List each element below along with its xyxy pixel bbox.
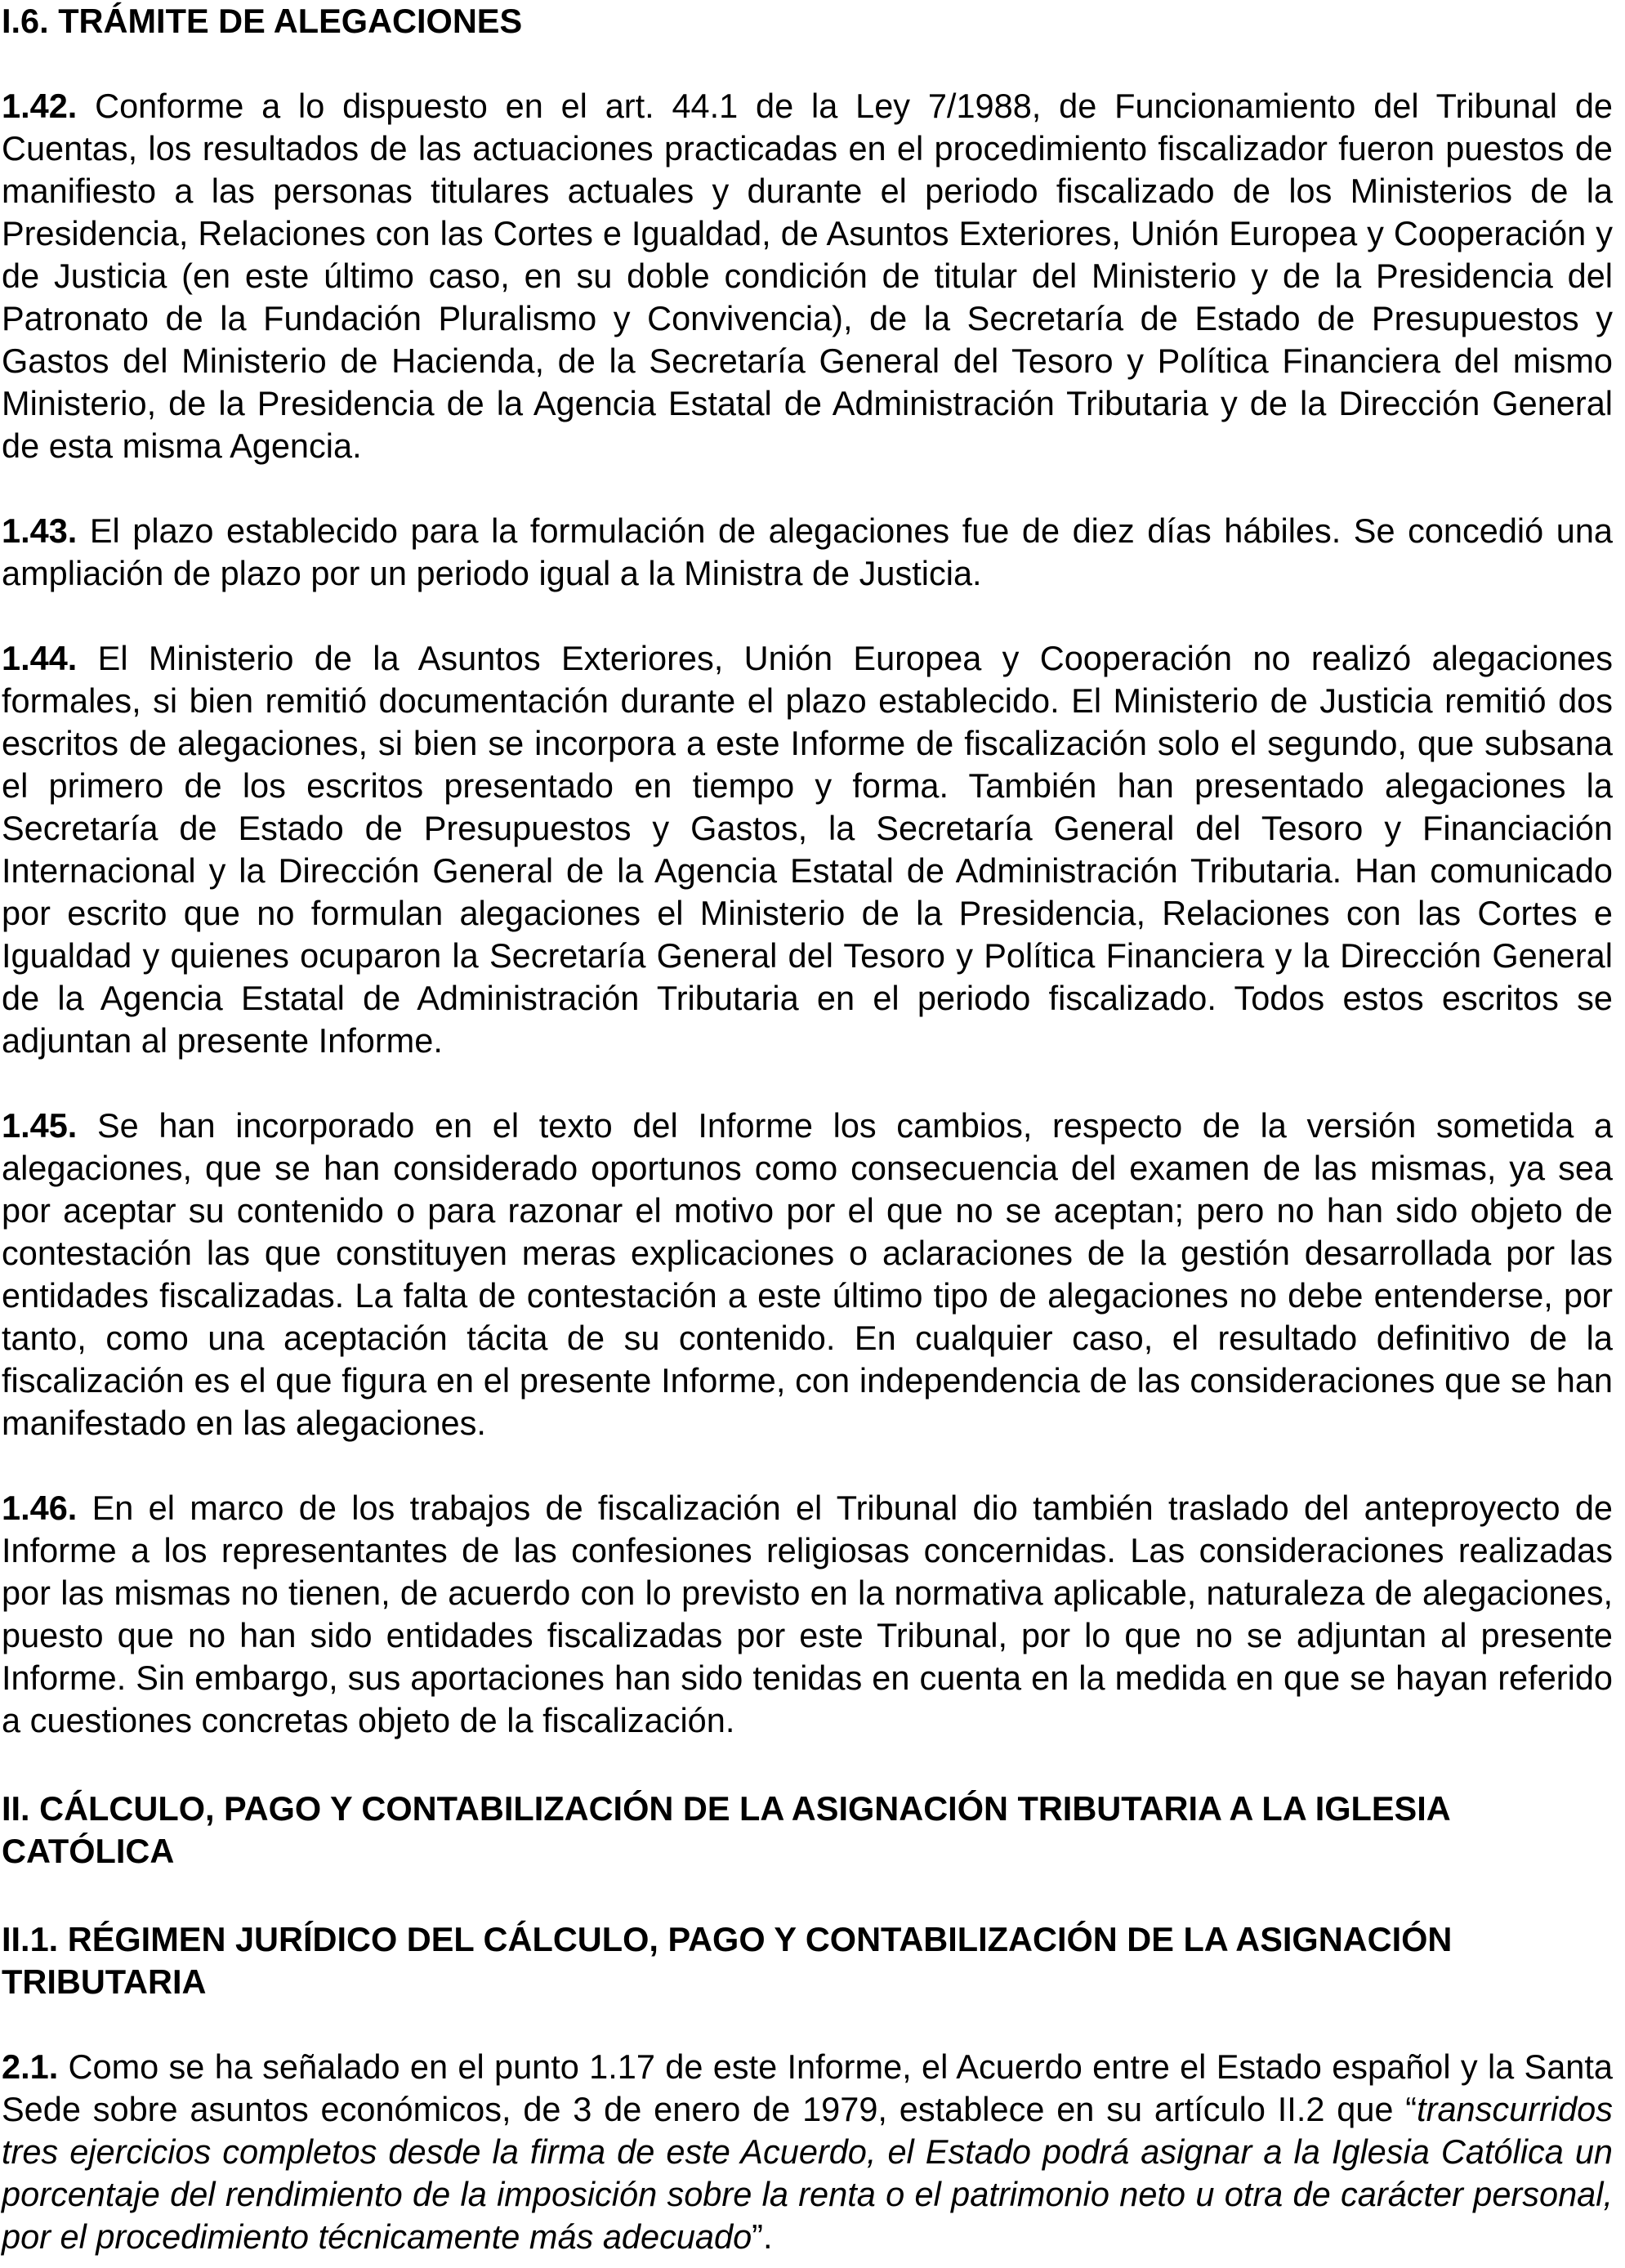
paragraph-1-43	[2, 510, 1613, 595]
quoted-text: transcurridos tres ejercicios completos desde la firma de este Acuerdo, el Estado podrá asignar a la Iglesia Católica un porcentaje del rendimiento de la imposición sobre la renta o el patrimonio neto u otra de carácter personal, por el procedimiento técnicamente más adecuado	[2, 2090, 1613, 2256]
document-page	[2, 0, 1613, 2258]
paragraph-number: 2.1.	[2, 2047, 59, 2086]
paragraph-number: 1.44.	[2, 639, 78, 677]
paragraph-number: 1.45.	[2, 1106, 78, 1145]
paragraph-number: 1.43.	[2, 511, 78, 550]
paragraph-text: El Ministerio de la Asuntos Exteriores, Unión Europea y Cooperación no realizó alegaciones formales, si bien remitió documentación durante el plazo establecido. El Ministerio de Justicia remitió dos escritos de alegaciones, si bien se incorpora a este Informe de fiscalización solo el segundo, que subsana el primero de los escritos presentado en tiempo y forma. También han presentado alegaciones la Secretaría de Estado de Presupuestos y Gastos, la Secretaría General del Tesoro y Financiación Internacional y la Dirección General de la Agencia Estatal de Administración Tributaria. Han comunicado por escrito que no formulan alegaciones el Ministerio de la Presidencia, Relaciones con las Cortes e Igualdad y quienes ocuparon la Secretaría General del Tesoro y Política Financiera y la Dirección General de la Agencia Estatal de Administración Tributaria en el periodo fiscalizado. Todos estos escritos se adjuntan al presente Informe.	[2, 639, 1613, 1060]
paragraph-text: El plazo establecido para la formulación de alegaciones fue de diez días hábiles. Se concedió una ampliación de plazo por un periodo igual a la Ministra de Justicia.	[2, 511, 1613, 592]
spacer	[2, 595, 1613, 637]
paragraph-1-46	[2, 1487, 1613, 1742]
section-heading-i6: I.6. TRÁMITE DE ALEGACIONES	[2, 2, 523, 40]
paragraph-2-1	[2, 2046, 1613, 2258]
paragraph-text: En el marco de los trabajos de fiscalización el Tribunal dio también traslado del anteproyecto de Informe a los representantes de las confesiones religiosas concernidas. Las consideraciones realizadas por las mismas no tienen, de acuerdo con lo previsto en la normativa aplicable, naturaleza de alegaciones, puesto que no han sido entidades fiscalizadas por este Tribunal, por lo que no se adjuntan al presente Informe. Sin embargo, sus aportaciones han sido tenidas en cuenta en la medida en que se hayan referido a cuestiones concretas objeto de la fiscalización.	[2, 1489, 1613, 1739]
spacer	[2, 1062, 1613, 1105]
paragraph-1-42	[2, 85, 1613, 467]
paragraph-text: Se han incorporado en el texto del Informe los cambios, respecto de la versión sometida a alegaciones, que se han considerado oportunos como consecuencia del examen de las mismas, ya sea por aceptar su contenido o para razonar el motivo por el que no se aceptan; pero no han sido objeto de contestación las que constituyen meras explicaciones o aclaraciones de la gestión desarrollada por las entidades fiscalizadas. La falta de contestación a este último tipo de alegaciones no debe entenderse, por tanto, como una aceptación tácita de su contenido. En cualquier caso, el resultado definitivo de la fiscalización es el que figura en el presente Informe, con independencia de las consideraciones que se han manifestado en las alegaciones.	[2, 1106, 1614, 1442]
spacer	[2, 1742, 1613, 1788]
section-heading-ii-1: II.1. RÉGIMEN JURÍDICO DEL CÁLCULO, PAGO Y CONTABILIZACIÓN DE LA ASIGNACIÓN TRIBUTARIA	[2, 1920, 1453, 2001]
paragraph-text-end: ”.	[752, 2217, 773, 2256]
paragraph-1-44	[2, 637, 1613, 1062]
spacer	[2, 1873, 1613, 1918]
spacer	[2, 1444, 1613, 1487]
spacer	[2, 467, 1613, 510]
spacer	[2, 42, 1613, 85]
paragraph-number: 1.46.	[2, 1489, 78, 1527]
spacer	[2, 2003, 1613, 2046]
paragraph-1-45	[2, 1105, 1613, 1444]
section-heading-ii: II. CÁLCULO, PAGO Y CONTABILIZACIÓN DE LA ASIGNACIÓN TRIBUTARIA A LA IGLESIA CATÓLICA	[2, 1789, 1450, 1870]
paragraph-number: 1.42.	[2, 87, 78, 125]
paragraph-text: Conforme a lo dispuesto en el art. 44.1 de la Ley 7/1988, de Funcionamiento del Tribunal de Cuentas, los resultados de las actuaciones practicadas en el procedimiento fiscalizador fueron puestos de manifiesto a las personas titulares actuales y durante el periodo fiscalizado de los Ministerios de la Presidencia, Relaciones con las Cortes e Igualdad, de Asuntos Exteriores, Unión Europea y Cooperación y de Justicia (en este último caso, en su doble condición de titular del Ministerio y de la Presidencia del Patronato de la Fundación Pluralismo y Convivencia), de la Secretaría de Estado de Presupuestos y Gastos del Ministerio de Hacienda, de la Secretaría General del Tesoro y Política Financiera del mismo Ministerio, de la Presidencia de la Agencia Estatal de Administración Tributaria y de la Dirección General de esta misma Agencia.	[2, 87, 1613, 465]
paragraph-text: Como se ha señalado en el punto 1.17 de este Informe, el Acuerdo entre el Estado español y la Santa Sede sobre asuntos económicos, de 3 de enero de 1979, establece en su artículo II.2 que “	[2, 2047, 1613, 2128]
